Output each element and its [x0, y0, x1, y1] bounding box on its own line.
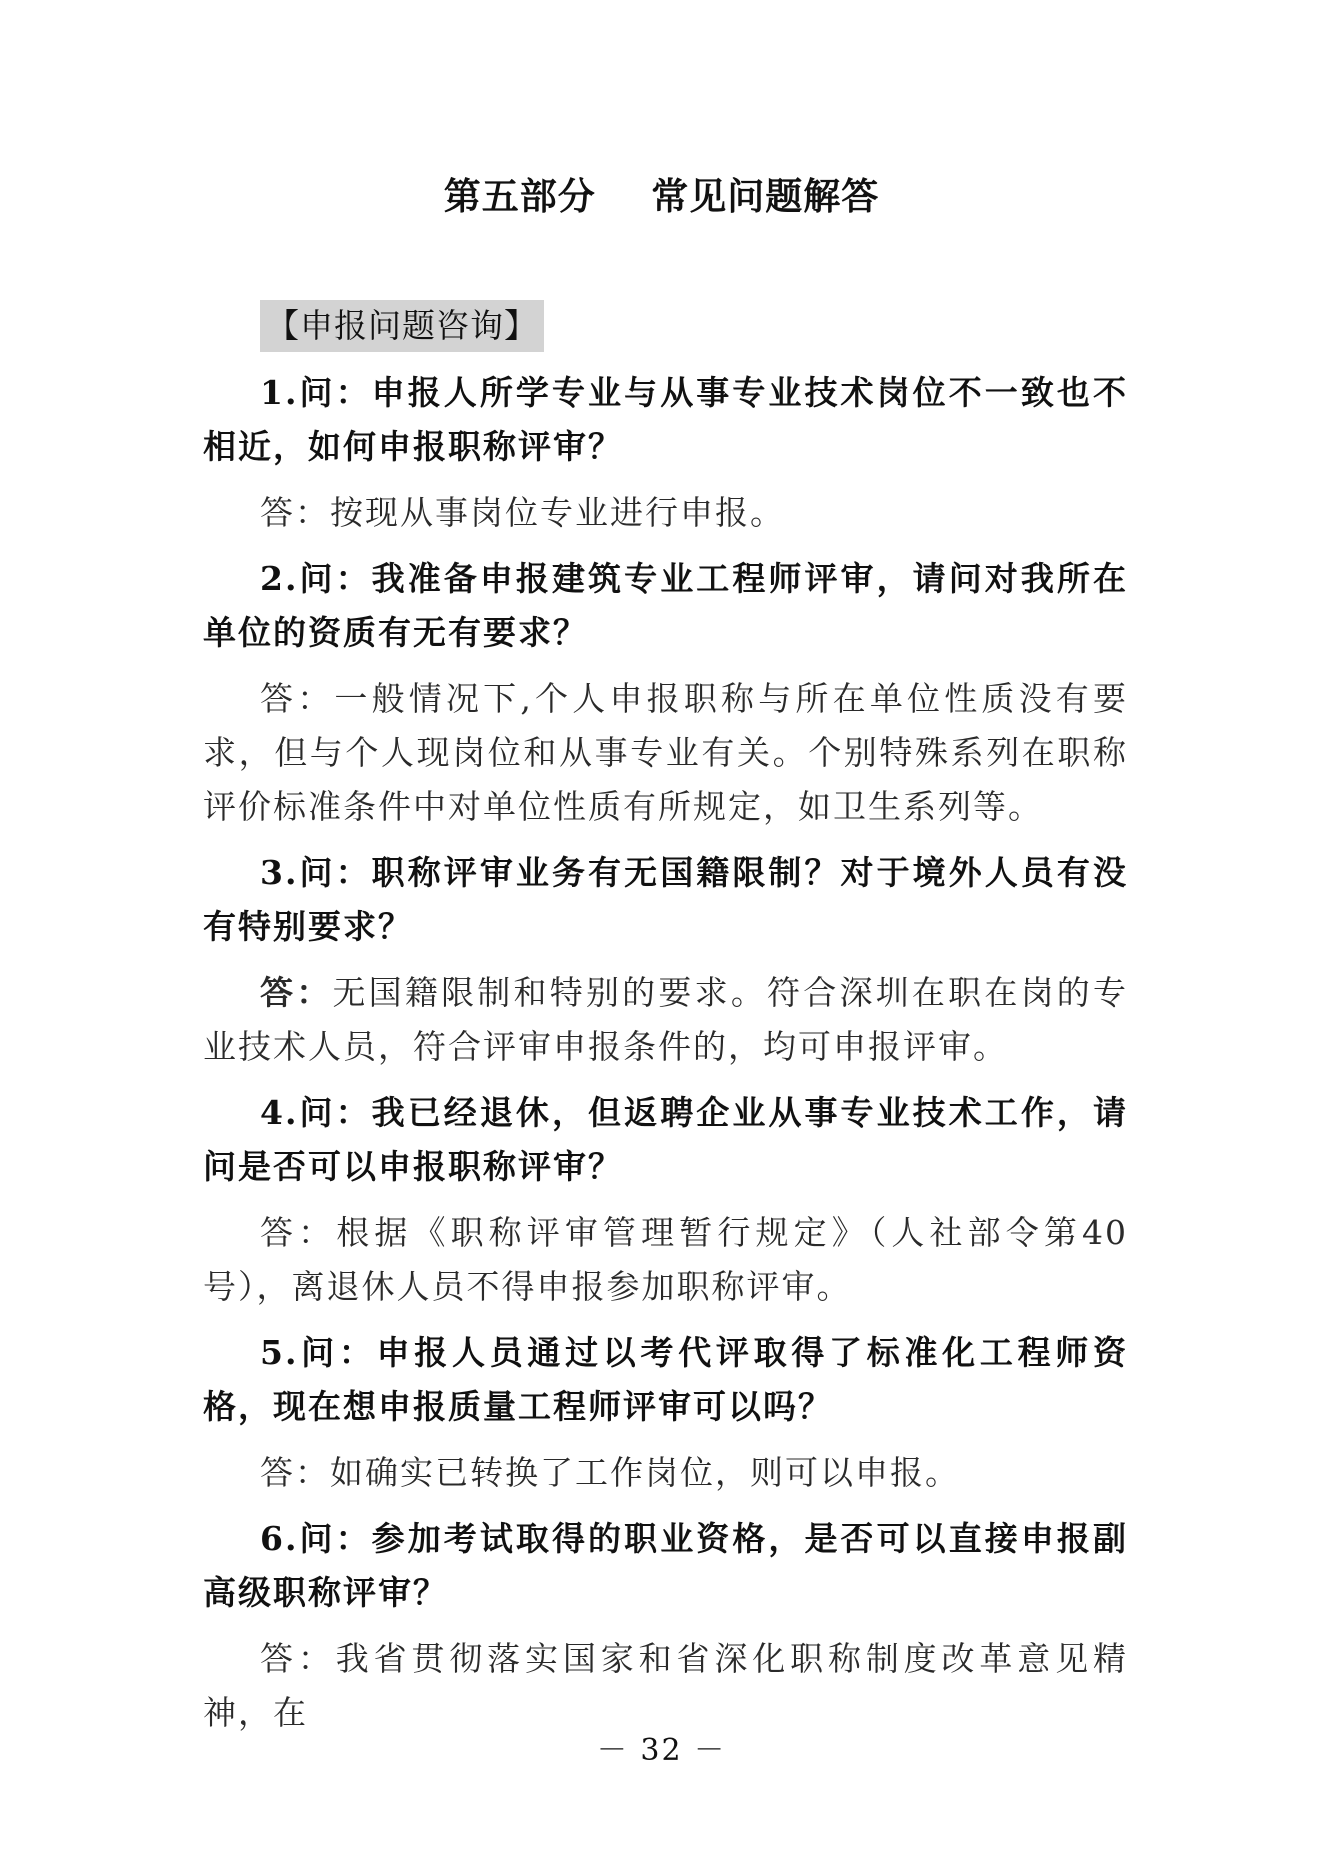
question-text: 5.问：申报人员通过以考代评取得了标准化工程师资格，现在想申报质量工程师评审可以吗？: [203, 1333, 1128, 1426]
qa-item-1: [203, 366, 1128, 540]
question-text: 2.问：我准备申报建筑专业工程师评审，请问对我所在单位的资质有无有要求？: [203, 559, 1128, 652]
question-text: 3.问：职称评审业务有无国籍限制？对于境外人员有没有特别要求？: [203, 853, 1128, 946]
qa-item-6: [203, 1512, 1128, 1740]
qa-item-2: [203, 552, 1128, 834]
question-text: 4.问：我已经退休，但返聘企业从事专业技术工作，请问是否可以申报职称评审？: [203, 1093, 1128, 1186]
answer-text: [203, 966, 1128, 1074]
answer-lead: 答：: [260, 973, 333, 1012]
answer-text: 答：一般情况下,个人申报职称与所在单位性质没有要求，但与个人现岗位和从事专业有关。个别特殊系列在职称评价标准条件中对单位性质有所规定，如卫生系列等。: [203, 679, 1128, 826]
answer-text: 答：根据《职称评审管理暂行规定》（人社部令第40号），离退休人员不得申报参加职称评审。: [203, 1213, 1128, 1306]
answer-text: 答：如确实已转换了工作岗位，则可以申报。: [260, 1453, 960, 1492]
qa-list: [203, 366, 1128, 1752]
qa-item-4: [203, 1086, 1128, 1314]
question-text: 6.问：参加考试取得的职业资格，是否可以直接申报副高级职称评审？: [203, 1519, 1128, 1612]
answer-text: 答：按现从事岗位专业进行申报。: [260, 493, 785, 532]
question-text: 1.问：申报人所学专业与从事专业技术岗位不一致也不相近，如何申报职称评审？: [203, 373, 1128, 466]
page-title: 第五部分 常见问题解答: [443, 174, 880, 218]
answer-body: 无国籍限制和特别的要求。符合深圳在职在岗的专业技术人员，符合评审申报条件的，均可申报评审。: [203, 973, 1129, 1066]
section-label: 【申报问题咨询】: [260, 300, 544, 352]
page-number: － 32 －: [596, 1733, 727, 1768]
qa-item-3: [203, 846, 1128, 1074]
qa-item-5: [203, 1326, 1128, 1500]
answer-text: 答：我省贯彻落实国家和省深化职称制度改革意见精神，在: [203, 1639, 1128, 1732]
